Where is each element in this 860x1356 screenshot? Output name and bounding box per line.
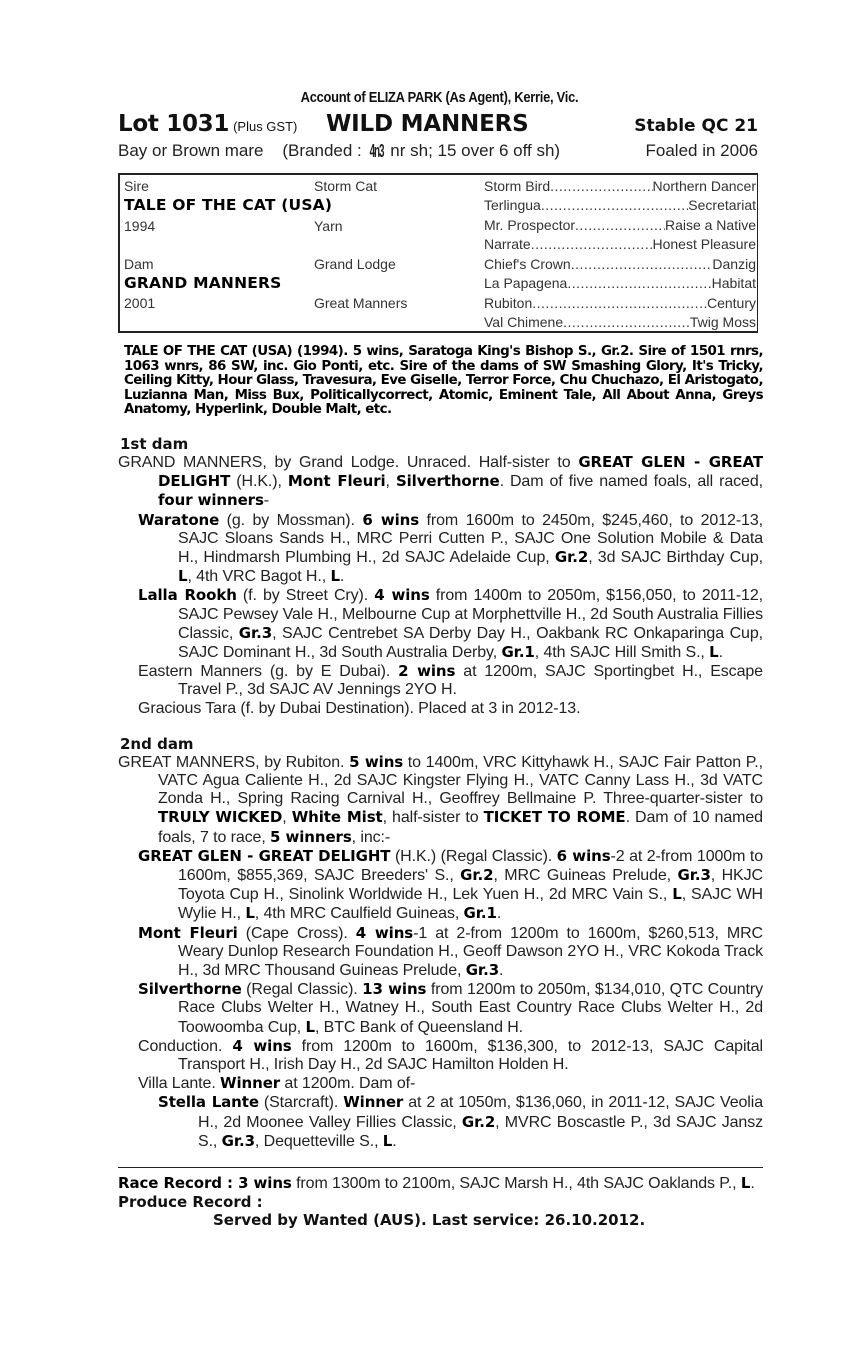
text: from 1300m to 2100m, SAJC Marsh H., 4th SAJC Oaklands P., <box>291 1175 741 1193</box>
foaled-year: Foaled in 2006 <box>645 141 758 160</box>
foal-name: Stella Lante <box>158 1093 259 1112</box>
foal-entry <box>118 1037 763 1074</box>
group-race: L <box>305 1017 315 1036</box>
text: , inc:- <box>351 828 391 846</box>
text: (f. by Dubai Destination). Placed at 3 in 2012-13. <box>236 699 581 717</box>
grandparent-name: Narrate <box>484 236 531 252</box>
foal-name: Conduction <box>138 1037 218 1055</box>
text: . <box>211 1075 221 1093</box>
text: GREAT MANNERS, by Rubiton. <box>118 753 350 771</box>
second-dam-intro <box>118 753 763 847</box>
wins: Winner <box>343 1093 404 1112</box>
text: -1 at 2-from 1200m to 1600m, $260,513, MRC Weary Dunlop Research Foundation H., Geoff Dawson 2YO H., VRC Kokoda Track H., 3d MRC Thousand Guineas Prelude, <box>178 924 763 980</box>
leader-dots <box>571 255 713 274</box>
wins: 6 wins <box>362 510 420 529</box>
leader-dots <box>575 216 665 235</box>
text: , 4th SAJC Hill Smith S., <box>534 644 710 661</box>
grandparent-name: Val Chimene <box>484 314 564 330</box>
catalogue-page <box>118 88 763 1230</box>
grandparent-sire: Danzig <box>712 256 756 272</box>
horse-description <box>118 141 763 165</box>
group-race: Gr.3 <box>221 1131 255 1150</box>
grandparent-row <box>484 313 756 332</box>
foal-name: Mont Fleuri <box>138 923 238 942</box>
sire-summary: TALE OF THE CAT (USA) (1994). 5 wins, Saratoga King's Bishop S., Gr.2. Sire of 1501 rnrs, 1063 wnrs, 86 SW, inc. Gio Ponti, etc. Sire of the dams of SW Smashing Glory, It's Tricky, Ceiling Kitty, Hour Glass, Travesura, Eve Giselle, Terror Force, Chu Chuchazo, El Aristogato, Luzianna Man, Miss Bux, Politicallycorrect, Atomic, Eminent Tale, All About Anna, Greys Anatomy, Hyperlink, Double Malt, etc. <box>124 344 763 418</box>
grandparent-row <box>484 177 756 196</box>
text: from 1200m to 2050m, $134,010, QTC Country Race Clubs Welter H., Watney H., South East Country Race Clubs Welter H., 2d Toowoomba Cup, <box>178 981 763 1036</box>
text: . <box>496 905 502 923</box>
foal-entry <box>118 662 763 699</box>
text: , 4th VRC Bagot H., <box>187 568 331 586</box>
grandparent-row <box>484 235 756 254</box>
text: , BTC Bank of Queensland H. <box>314 1018 524 1036</box>
plus-gst: (Plus GST) <box>233 119 298 134</box>
foal-entry <box>118 924 763 981</box>
race-record-label: Race Record : <box>118 1174 239 1193</box>
grandparent-sire: Honest Pleasure <box>652 236 756 252</box>
dam-dam: Great Manners <box>314 295 408 311</box>
group-race: Gr.3 <box>465 961 500 980</box>
text: . <box>750 1175 755 1193</box>
text: , 4th MRC Caulfield Guineas, <box>254 905 464 923</box>
group-race: L <box>709 643 719 661</box>
brand-mark-icon: 4n3 <box>369 141 383 161</box>
text: to 1400m, VRC Kittyhawk H., SAJC Fair Patton P., VATC Agua Caliente H., 2d SAJC Kingster Flying H., VATC Canny Lass H., 3d VATC Zonda H., Spring Racing Carnival H., Geoffrey Bellmaine P. Three-quarter-sister to <box>158 753 763 808</box>
leader-dots <box>563 313 690 332</box>
foal-entry <box>118 700 763 718</box>
foal-entry <box>118 511 763 587</box>
grandparent-sire: Northern Dancer <box>652 178 756 194</box>
text: at 1200m. Dam of- <box>280 1075 416 1093</box>
text: . <box>499 962 504 980</box>
text: (f. by Street Cry). <box>236 587 375 605</box>
divider <box>118 1167 763 1168</box>
grandparent-name: Terlingua <box>484 197 541 213</box>
group-race: Gr.1 <box>463 904 497 923</box>
grandparent-name: Mr. Prospector <box>484 217 576 233</box>
text: (H.K.) (Regal Classic). <box>390 847 557 865</box>
leader-dots <box>550 177 652 196</box>
description-prefix: Bay or Brown mare (Branded : <box>118 141 362 160</box>
text: , HKJC Toyota Cup H., Sinolink Worldwide H., Lek Yuen H., 2d MRC Vain S., <box>178 867 763 904</box>
group-race: L <box>672 885 682 904</box>
sire-name: TALE OF THE CAT (USA) <box>124 196 333 214</box>
text: (g. by Mossman). <box>219 511 363 529</box>
first-dam-heading: 1st dam <box>120 434 189 453</box>
produce-record-label: Produce Record : <box>118 1193 263 1212</box>
foal-name: GREAT GLEN - GREAT DELIGHT <box>138 846 391 865</box>
group-race: L <box>740 1174 751 1193</box>
grandparent-row <box>484 294 756 313</box>
black-type: four winners <box>158 491 264 510</box>
sire-dam: Yarn <box>314 218 343 234</box>
text: , SAJC WH Wylie H., <box>178 886 763 923</box>
text: from 1200m to 1600m, $136,300, to 2012-13, SAJC Capital Transport H., Irish Day H., 2d SAJC Hamilton Holden H. <box>178 1037 763 1074</box>
group-race: L <box>245 904 255 923</box>
pedigree-table <box>118 173 758 333</box>
black-type: TRULY WICKED <box>158 808 283 827</box>
foal-entry <box>118 847 763 924</box>
stable-location: Stable QC 21 <box>634 116 758 136</box>
grandparent-row <box>484 216 756 235</box>
grandparent-row <box>484 196 756 215</box>
grandparent-sire: Secretariat <box>688 197 756 213</box>
leader-dots <box>567 274 711 293</box>
horse-name: WILD MANNERS <box>326 111 529 137</box>
black-type: TICKET TO ROME <box>483 808 626 827</box>
wins: 4 wins <box>374 586 430 605</box>
foal-entry <box>118 980 763 1037</box>
lot-header <box>118 111 763 139</box>
dam-year: 2001 <box>124 295 156 311</box>
text: . Dam of 10 named foals, 7 to race, <box>158 809 763 846</box>
group-race: L <box>178 567 188 586</box>
sire-sire: Storm Cat <box>314 178 378 194</box>
text: (Starcraft). <box>258 1094 344 1112</box>
race-record <box>118 1174 763 1193</box>
text: -2 at 2-from 1000m to 1600m, $855,369, SAJC Breeders' S., <box>178 847 763 885</box>
text: (g. by E Dubai). <box>261 663 399 681</box>
grandparent-sire: Raise a Native <box>664 217 756 233</box>
foal-entry <box>118 586 763 662</box>
leader-dots <box>531 235 653 254</box>
first-dam-intro <box>118 453 763 511</box>
text: (Cape Cross). <box>237 924 356 942</box>
text: , <box>282 809 292 827</box>
group-race: L <box>330 567 340 586</box>
grandfoal-entry <box>118 1093 763 1151</box>
wins: 3 wins <box>238 1174 292 1193</box>
lot-number <box>118 111 297 137</box>
text: (H.K.), <box>230 473 288 491</box>
text: , MRC Guineas Prelude, <box>493 867 678 885</box>
text: , Dequetteville S., <box>254 1132 383 1150</box>
wins: 4 wins <box>232 1036 292 1055</box>
wins: 5 wins <box>349 752 404 771</box>
foal-entry <box>118 1074 763 1093</box>
text: at 2 at 1050m, $136,060, in 2011-12, SAJC Veolia H., 2d Moonee Valley Fillies Classic, <box>198 1094 763 1131</box>
text: , MVRC Boscastle P., 3d SAJC Jansz S., <box>198 1113 763 1150</box>
dam-name: GRAND MANNERS <box>124 274 282 292</box>
text: from 1400m to 2050m, $156,050, to 2011-12, SAJC Pewsey Vale H., Melbourne Cup at Morphettville H., 2d South Australia Fillies Classic, <box>178 587 763 642</box>
black-type: GREAT GLEN - GREAT DELIGHT <box>158 452 763 491</box>
foal-name: Gracious Tara <box>138 699 237 717</box>
colour-sex-brand <box>118 141 560 162</box>
group-race: Gr.3 <box>238 623 273 642</box>
text: . Dam of five named foals, all raced, <box>499 473 763 491</box>
text: - <box>263 492 270 510</box>
text: . <box>718 644 723 661</box>
grandparent-row <box>484 255 756 274</box>
foal-name: Waratone <box>138 510 220 529</box>
grandparent-name: Chief's Crown <box>484 256 571 272</box>
description-suffix: nr sh; 15 over 6 off sh) <box>390 141 561 160</box>
dam-label: Dam <box>124 256 154 272</box>
grandparent-name: Storm Bird <box>484 178 551 194</box>
sire-year: 1994 <box>124 218 156 234</box>
sire-label: Sire <box>124 178 149 194</box>
black-type: 5 winners <box>270 827 352 846</box>
black-type: Silverthorne <box>395 472 500 491</box>
black-type: Mont Fleuri <box>287 472 386 491</box>
leader-dots <box>541 196 688 215</box>
grandparent-sire: Twig Moss <box>689 314 756 330</box>
grandparent-name: Rubiton <box>484 295 533 311</box>
text: (Regal Classic). <box>241 981 363 999</box>
wins: Winner <box>220 1074 281 1093</box>
group-race: Gr.3 <box>677 866 711 885</box>
wins: 2 wins <box>398 662 456 681</box>
vendor-account: Account of ELIZA PARK (As Agent), Kerrie, Vic. <box>300 89 579 106</box>
text: , <box>385 473 396 491</box>
leader-dots <box>532 294 707 313</box>
text: , SAJC Centrebet SA Derby Day H., Oakbank RC Onkaparinga Cup, SAJC Dominant H., 3d South Australia Derby, <box>178 624 763 661</box>
group-race: Gr.2 <box>554 547 589 566</box>
text: from 1600m to 2450m, $245,460, to 2012-13, SAJC Sloans Sands H., MRC Perri Cutten P., SAJC One Solution Mobile & Data H., Hindmarsh Plumbing H., 2d SAJC Adelaide Cup, <box>178 511 763 566</box>
text: at 1200m, SAJC Sportingbet H., Escape Travel P., 3d SAJC AV Jennings 2YO H. <box>178 663 763 699</box>
service-info: Served by Wanted (AUS). Last service: 26.10.2012. <box>213 1211 646 1230</box>
grandparent-sire: Habitat <box>711 275 756 291</box>
foal-name: Silverthorne <box>138 980 242 999</box>
text: . <box>392 1132 397 1150</box>
grandparent-row <box>484 274 756 293</box>
lot-number-text: Lot 1031 <box>118 111 230 137</box>
group-race: Gr.2 <box>460 866 494 885</box>
group-race: Gr.2 <box>461 1112 496 1131</box>
grandparent-name: La Papagena <box>484 275 568 291</box>
text: . <box>217 1037 233 1055</box>
group-race: Gr.1 <box>501 643 535 661</box>
wins: 6 wins <box>556 846 611 865</box>
grandparent-sire: Century <box>706 295 756 311</box>
second-dam-heading: 2nd dam <box>120 734 194 753</box>
wins: 4 wins <box>355 923 414 942</box>
foal-name: Villa Lante <box>138 1075 212 1093</box>
group-race: L <box>382 1131 393 1150</box>
wins: 13 wins <box>362 980 427 999</box>
black-type: White Mist <box>291 808 383 827</box>
text: GRAND MANNERS, by Grand Lodge. Unraced. Half-sister to <box>118 453 579 471</box>
text: . <box>339 568 345 586</box>
text: , 3d SAJC Birthday Cup, <box>588 548 763 566</box>
dam-sire: Grand Lodge <box>314 256 396 272</box>
foal-name: Eastern Manners <box>138 663 262 681</box>
text: , half-sister to <box>382 809 484 827</box>
foal-name: Lalla Rookh <box>138 586 237 605</box>
